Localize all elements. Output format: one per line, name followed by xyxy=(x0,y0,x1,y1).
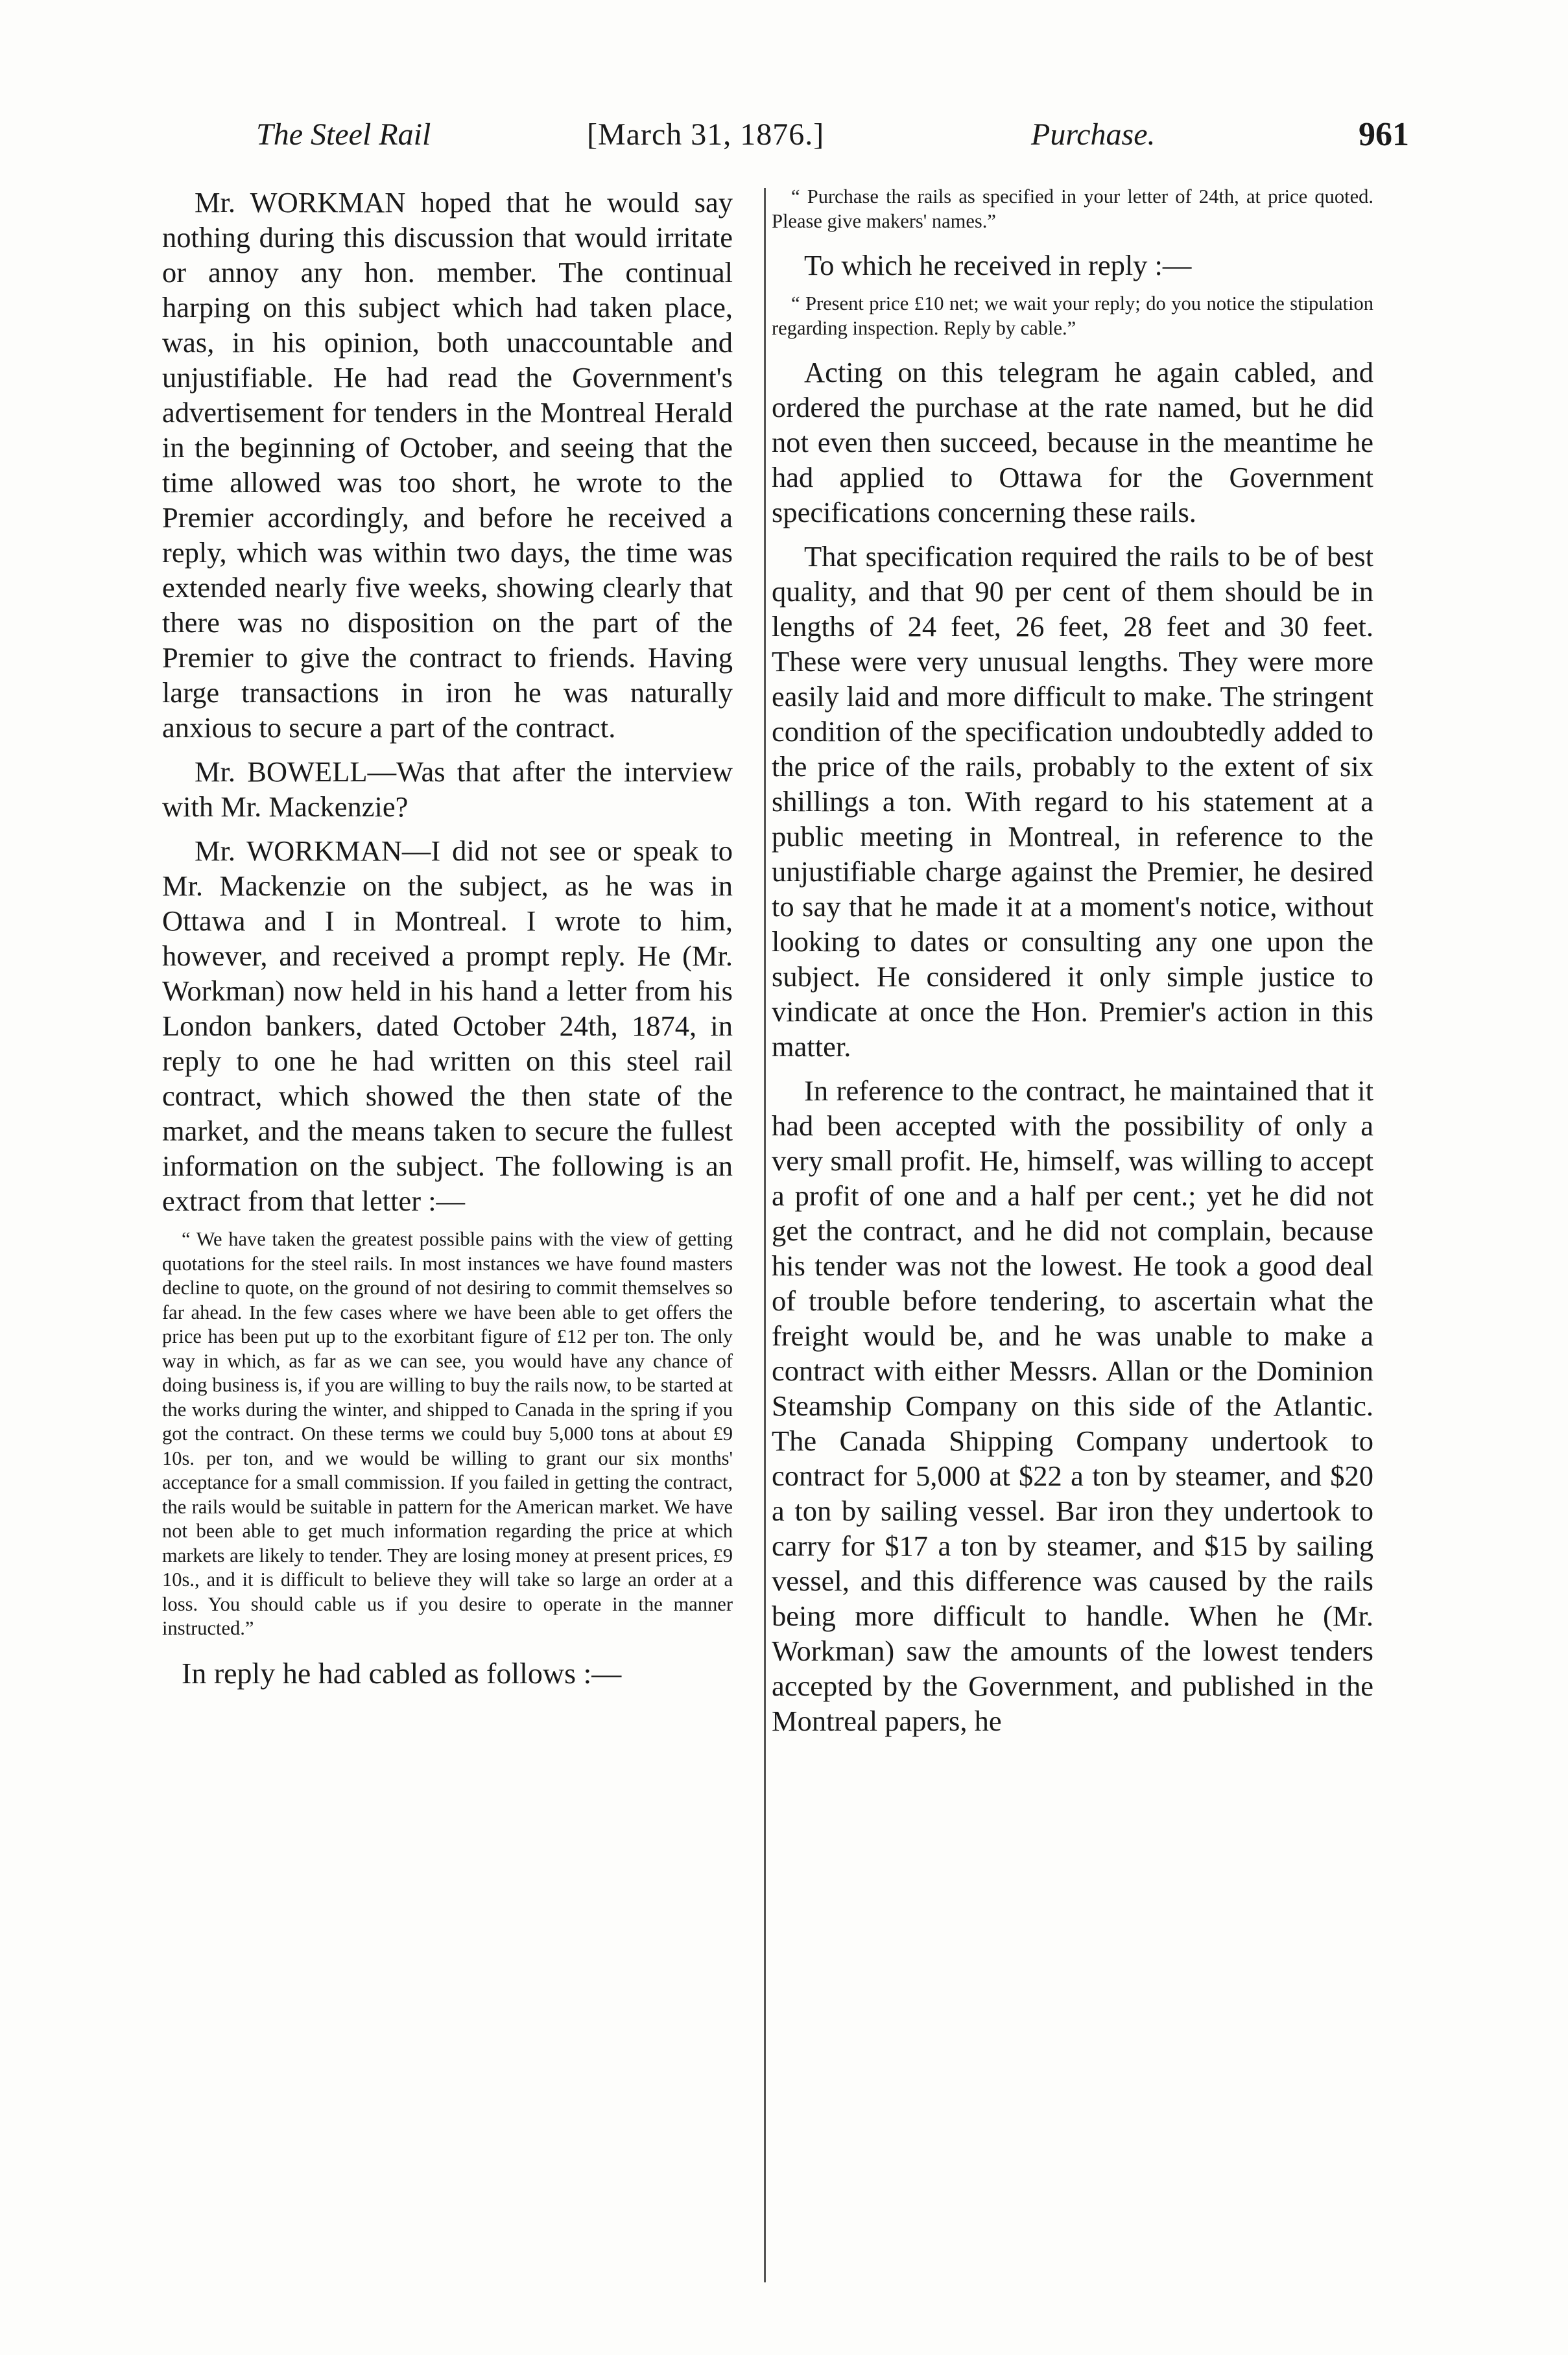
quoted-cable-purchase: “ Purchase the rails as specified in your letter of 24th, at price quoted. Please give makers' names.” xyxy=(772,185,1373,232)
quoted-letter-bankers: “ We have taken the greatest possible pains with the view of getting quotations for the steel rails. In most instances we have found masters decline to quote, on the ground of not desiring to commit themselves so far ahead. In the few cases where we have been able to get offers the price has been put up to the exorbitant figure of £12 per ton. The only way in which, as far as we can see, you would have any chance of doing business is, if you are willing to buy the rails now, to be started at the works during the winter, and shipped to Canada in the spring if you got the contract. On these terms we could buy 5,000 tons at about £9 10s. per ton, and we would be willing to grant our six months' acceptance for a small commission. If you failed in getting the contract, the rails would be suitable in pattern for the American market. We have not been able to get much information regarding the price at which markets are likely to tender. They are losing money at present prices, £9 10s., and it is difficult to believe they will take so large an order at a loss. You should cable us if you desire to operate in the manner instructed.” xyxy=(162,1228,733,1639)
left-column xyxy=(162,185,733,1692)
header-title-right: Purchase. xyxy=(1031,117,1156,152)
paragraph-acting-on-telegram: Acting on this telegram he again cabled, and ordered the purchase at the rate named, but he did not even then succeed, because in the meantime he had applied to Ottawa for the Government specifications concerning these rails. xyxy=(772,356,1373,528)
page-number: 961 xyxy=(1359,116,1409,153)
header-date: [March 31, 1876.] xyxy=(587,117,825,152)
paragraph-cabled-reply: In reply he had cabled as follows :— xyxy=(182,1656,622,1690)
paragraph-received-reply: To which he received in reply :— xyxy=(804,249,1192,281)
column-divider xyxy=(764,188,766,2282)
running-header xyxy=(256,115,1430,167)
paragraph-workman-reply: Mr. WORKMAN—I did not see or speak to Mr. Mackenzie on the subject, as he was in Ottawa and I in Montreal. I wrote to him, however, and received a prompt reply. He (Mr. Workman) now held in his hand a letter from his London bankers, dated October 24th, 1874, in reply to one he had written on this steel rail contract, which showed the then state of the market, and the means taken to secure the fullest information on the subject. The following is an extract from that letter :— xyxy=(162,834,733,1217)
quoted-cable-price: “ Present price £10 net; we wait your reply; do you notice the stipulation regarding inspection. Reply by cable.” xyxy=(772,292,1373,339)
paragraph-specification: That specification required the rails to be of best quality, and that 90 per cent of them should be in lengths of 24 feet, 26 feet, 28 feet and 30 feet. These were very unusual lengths. They were more easily laid and more difficult to make. The stringent condition of the specification undoubtedly added to the price of the rails, probably to the extent of six shillings a ton. With regard to his statement at a public meeting in Montreal, in reference to the unjustifiable charge against the Premier, he desired to say that he made it at a moment's notice, without looking to dates or consulting any one upon the subject. He considered it only simple justice to vindicate at once the Hon. Premier's action in this matter. xyxy=(772,540,1373,1063)
paragraph-bowell-question: Mr. BOWELL—Was that after the interview with Mr. Mackenzie? xyxy=(162,755,733,823)
paragraph-contract-reference: In reference to the contract, he maintained that it had been accepted with the possibility of only a very small profit. He, himself, was willing to accept a profit of one and a half per cent.; yet he did not get the contract, and he did not complain, because his tender was not the lowest. He took a good deal of trouble before tendering, to ascertain what the freight would be, and he was unable to make a contract with either Messrs. Allan or the Dominion Steamship Company on this side of the Atlantic. The Canada Shipping Company undertook to contract for 5,000 at $22 a ton by steamer, and $20 a ton by sailing vessel. Bar iron they undertook to carry for $17 a ton by steamer, and $15 by sailing vessel, and this difference was caused by the rails being more difficult to handle. When he (Mr. Workman) saw the amounts of the lowest tenders accepted by the Government, and published in the Montreal papers, he xyxy=(772,1074,1373,1737)
paragraph-workman-opening: Mr. WORKMAN hoped that he would say nothing during this discussion that would irritate or annoy any hon. member. The continual harping on this subject which had taken place, was, in his opinion, both unaccountable and unjustifiable. He had read the Government's advertisement for tenders in the Montreal Herald in the beginning of October, and seeing that the time allowed was too short, he wrote to the Premier accordingly, and before he received a reply, which was within two days, the time was extended nearly five weeks, showing clearly that there was no disposition on the part of the Premier to give the contract to friends. Having large transactions in iron he was naturally anxious to secure a part of the contract. xyxy=(162,186,733,744)
right-column xyxy=(772,185,1373,1747)
header-title-left: The Steel Rail xyxy=(256,117,431,152)
